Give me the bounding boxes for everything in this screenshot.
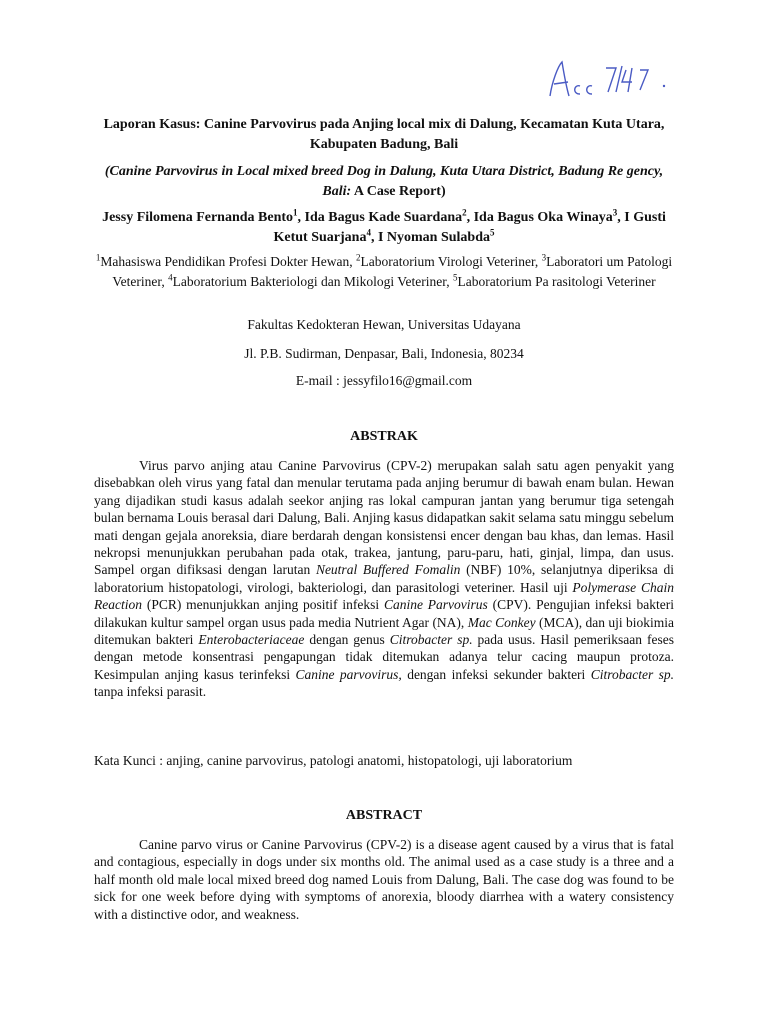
affil-sup: 3 [541, 252, 547, 263]
affil-sup: 5 [453, 272, 458, 283]
author-name: I Gusti Ketut Suarjana [273, 210, 666, 245]
abstrak-italic-term: Citrobacter sp. [590, 666, 674, 682]
abstrak-text: dengan genus [304, 632, 390, 648]
abstrak-italic-term: Canine Parvovirus [383, 597, 488, 613]
subtitle-italic: (Canine Parvovirus in Local mixed breed Dog in Dalung, Kuta Utara District, Badung Re gency, Bali: [104, 164, 664, 199]
abstrak-italic-term: Mac Conkey [467, 614, 536, 630]
paper-subtitle [94, 162, 674, 202]
abstrak-text: (PCR) menunjukkan anjing positif infeksi [141, 597, 384, 613]
abstract-body: Canine parvo virus or Canine Parvovirus (CPV-2) is a disease agent caused by a virus that is fatal and contagious, especially in dogs under six months old. The animal used as a case study is a three and a half month old male local mixed breed dog named Louis from Dalung, Bali. The case dog was found to be sick for one week before dying with symptoms of anorexia, bloody diarrhea with a watery consistency with a distinctive odor, and weakness. [94, 837, 674, 922]
abstrak-italic-term: Canine parvovirus, [295, 666, 402, 682]
abstrak-text: Virus parvo anjing atau Canine Parvovirus (CPV-2) merupakan salah satu agen penyakit yang disebabkan oleh virus yang fatal dan menular terutama pada anjing berumur di bawah enam bulan. Hewan yang dijadikan studi kasus adalah seekor anjing ras lokal campuran jantan yang berumur tiga setengah bulan bernama Louis berasal dari Dalung, Bali. Anjing kasus didapatkan sakit selama satu minggu sebelum mati dengan gejala anoreksia, diare berdarah dengan konsistensi encer dengan bau khas, dan lemas. Hasil nekropsi menunjukkan perubahan pada otak, trakea, jantung, paru-paru, hati, ginjal, limpa, dan usus. Sampel organ difiksasi dengan larutan [94, 458, 674, 578]
address: Jl. P.B. Sudirman, Denpasar, Bali, Indonesia, 80234 [244, 346, 524, 361]
subtitle-tail: A Case Report) [351, 184, 446, 199]
author-sup: 5 [490, 227, 495, 238]
faculty: Fakultas Kedokteran Hewan, Universitas Udayana [247, 317, 521, 332]
author-name: Jessy Filomena Fernanda Bento [102, 210, 294, 225]
affil-text: Laboratorium Bakteriologi dan Mikologi Veteriner, [172, 274, 453, 289]
abstrak-text: tanpa infeksi parasit. [94, 684, 207, 700]
abstrak-text: pada usus. Hasil pemeriksaan feses dengan metode konsentrasi pengapungan tidak ditemukan adanya telur cacing maupun protoza. Kesimpulan anjing kasus terinfeksi [94, 632, 674, 682]
affiliations [94, 252, 674, 292]
email: E-mail : jessyfilo16@gmail.com [295, 373, 473, 388]
abstrak-body [94, 457, 674, 701]
abstrak-italic-term: Citrobacter sp. [389, 632, 473, 648]
author-name: Ida Bagus Oka Winaya [473, 210, 613, 225]
affil-text: Laboratori um Patologi Veteriner, [112, 254, 673, 289]
author-name: Ida Bagus Kade Suardana [304, 210, 463, 225]
author-sup: 1 [293, 207, 298, 218]
abstrak-text: (MCA), dan uji biokimia ditemukan bakteri [94, 614, 674, 648]
paper-title: Laporan Kasus: Canine Parvovirus pada Anjing local mix di Dalung, Kecamatan Kuta Utara, Kabupaten Badung, Bali [103, 117, 665, 152]
abstrak-italic-term: Polymerase Chain Reaction [94, 579, 674, 613]
abstrak-text: (NBF) 10%, selanjutnya diperiksa di laboratorium histopatologi, virologi, bakteriologi, dan parasitologi veteriner. Hasil uji [94, 562, 674, 595]
abstrak-italic-term: Enterobacteriaceae [198, 632, 305, 648]
author-sup: 4 [366, 227, 371, 238]
author-sup: 3 [612, 207, 618, 218]
abstrak-italic-term: Neutral Buffered Fomalin [315, 562, 461, 578]
abstrak-heading: ABSTRAK [350, 429, 418, 444]
abstract-heading: ABSTRACT [345, 808, 423, 823]
author-list: Jessy Filomena Fernanda Bento$^1$, Ida Bagus Kade Suardana$^2$, Ida Bagus Oka Winaya$^3$, I Gusti Ketut Suarjana$^4$, I Nyoman Sulabda$^5$ [102, 207, 666, 245]
affil-text: Mahasiswa Pendidikan Profesi Dokter Hewan, [100, 254, 357, 269]
affil-sup: 4 [168, 272, 173, 283]
abstrak-text: (CPV). Pengujian infeksi bakteri dilakukan kultur sampel organ usus pada media Nutrient Agar (NA), [94, 597, 674, 630]
affil-sup: 1 [95, 252, 101, 263]
author-sup: 2 [462, 207, 467, 218]
affil-text: Laboratorium Virologi Veteriner, [360, 254, 542, 269]
affil-text: Laboratorium Pa rasitologi Veteriner [457, 274, 656, 289]
author-name: I Nyoman Sulabda [377, 230, 490, 245]
abstrak-text: dengan infeksi sekunder bakteri [401, 666, 591, 682]
keywords: Kata Kunci : anjing, canine parvovirus, patologi anatomi, histopatologi, uji laboratorium [94, 753, 573, 768]
affil-sup: 2 [356, 252, 361, 263]
handwritten-signature [536, 52, 676, 104]
